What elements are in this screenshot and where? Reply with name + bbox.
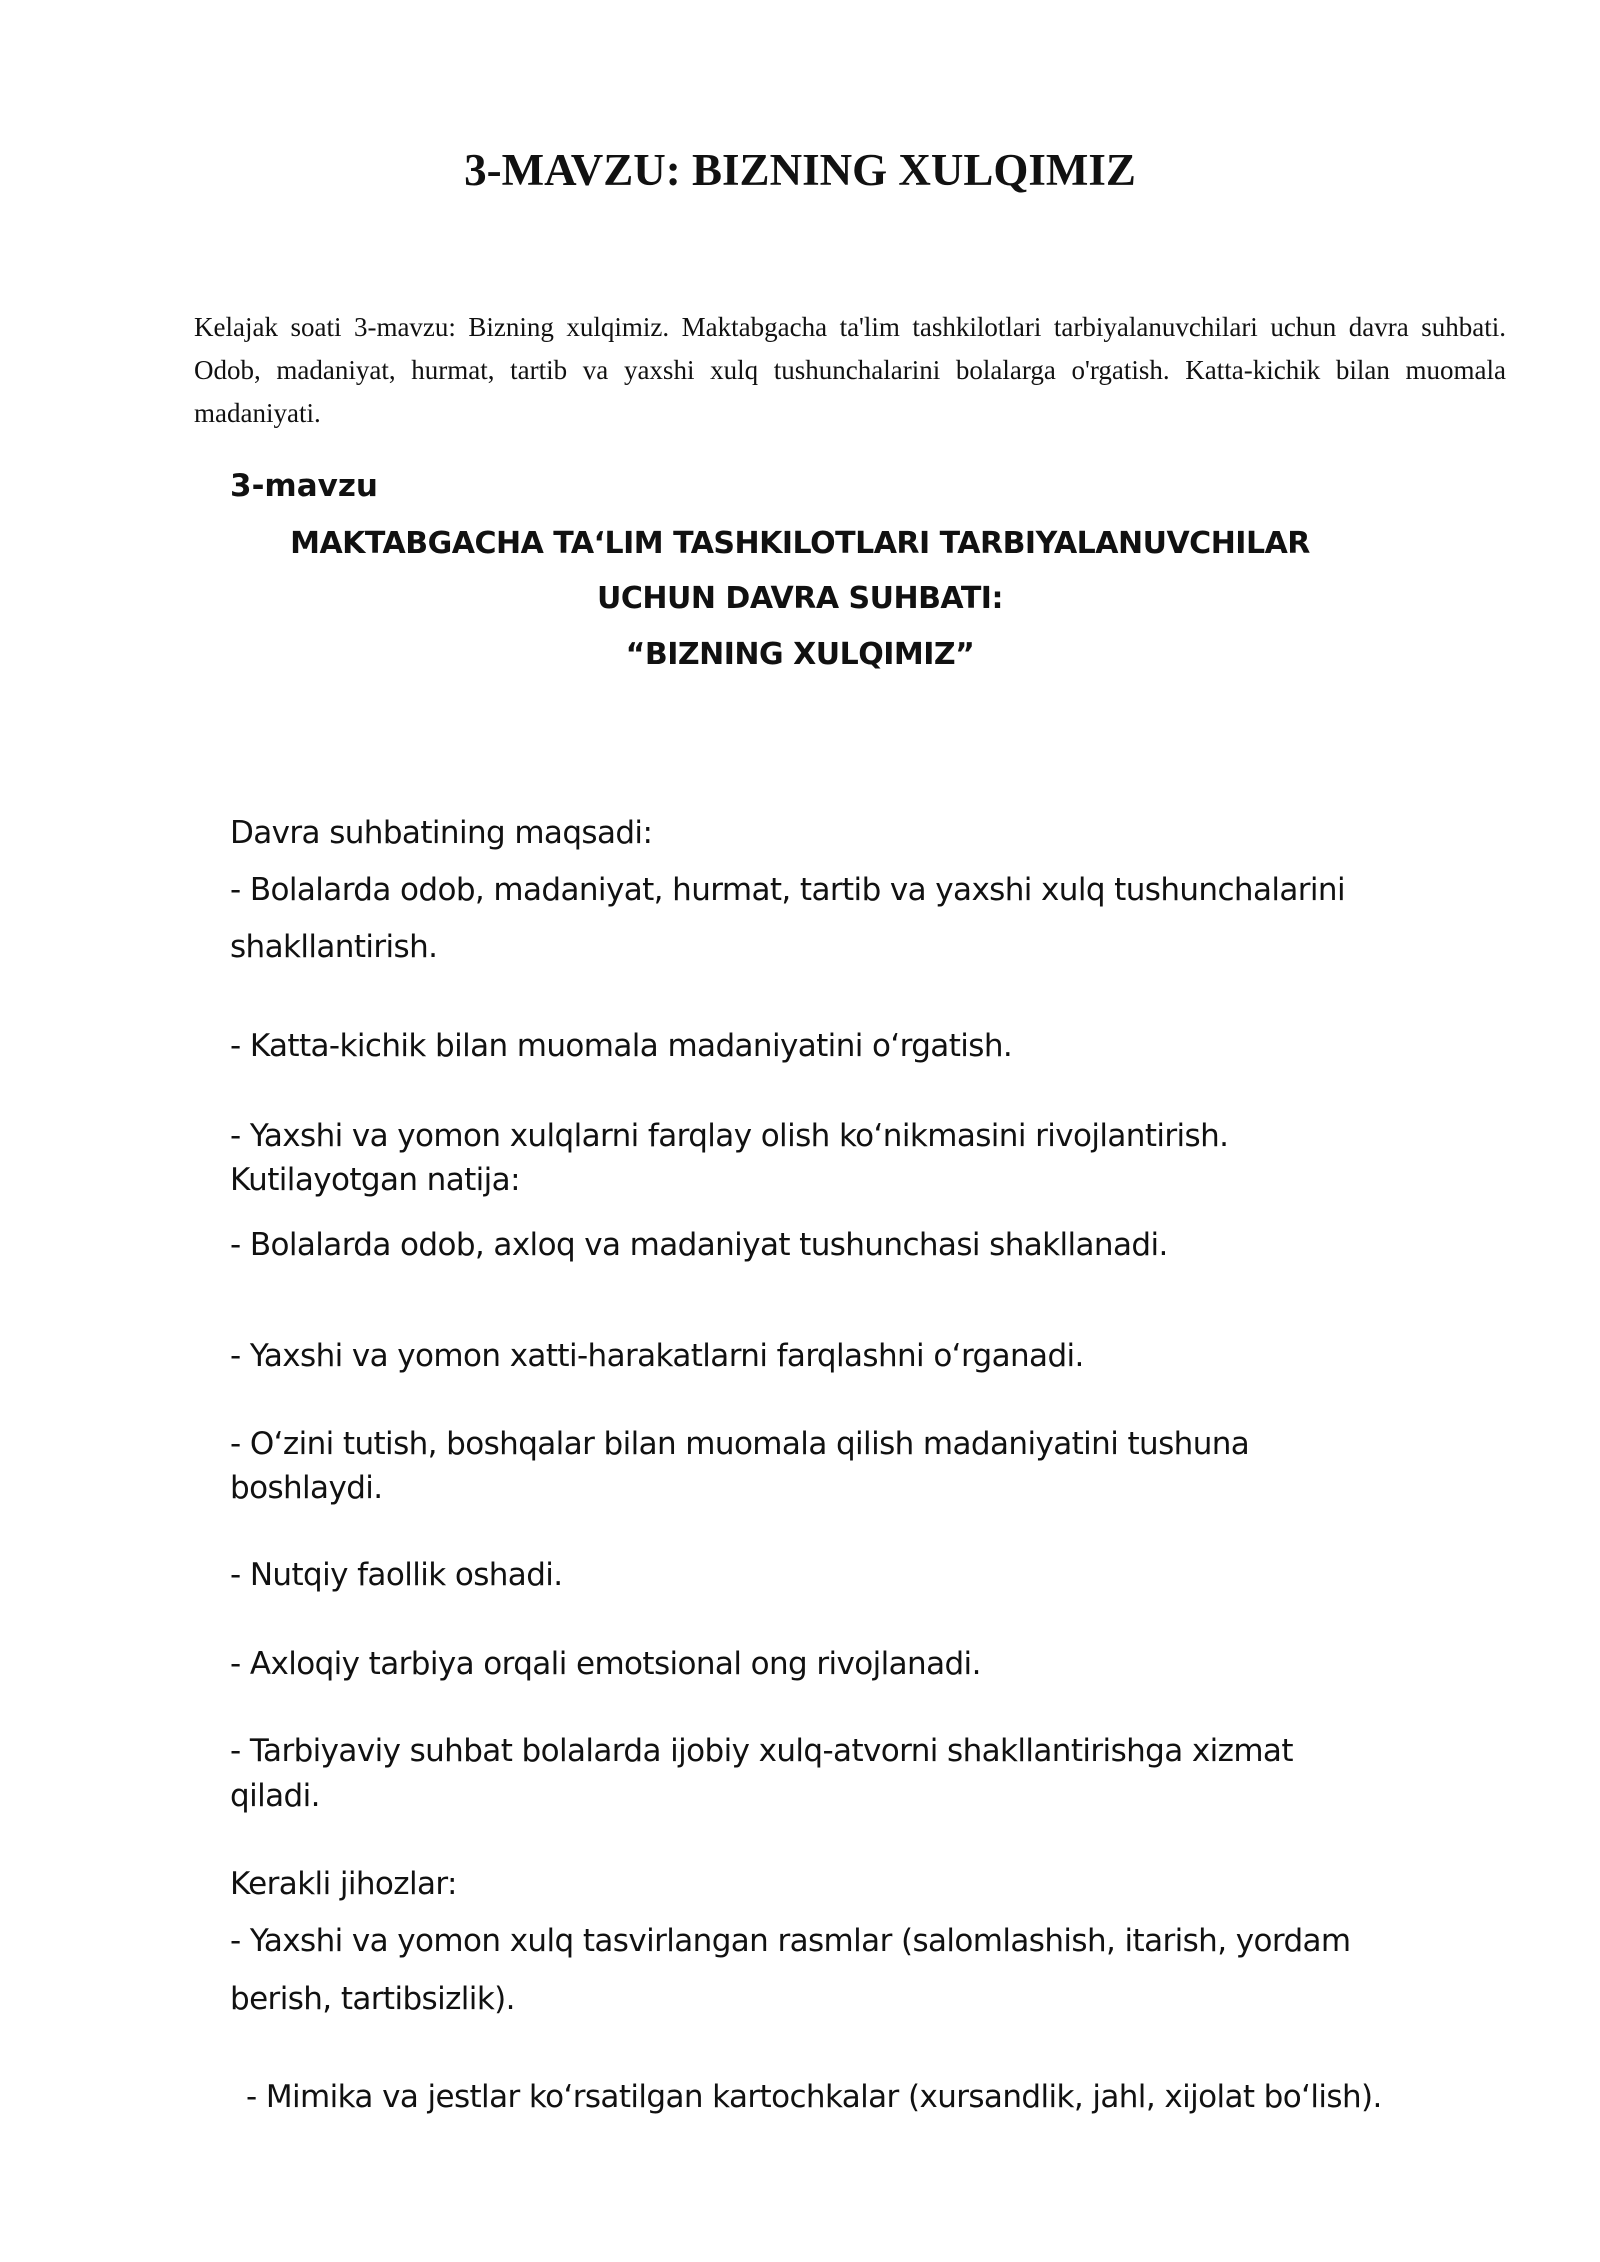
results-label: Kutilayotgan natija: bbox=[230, 1162, 520, 1198]
purpose-item-3: - Yaxshi va yomon xulqlarni farqlay olish ko‘nikmasini rivojlantirish. bbox=[230, 1118, 1229, 1154]
purpose-item-1-line-1: - Bolalarda odob, madaniyat, hurmat, tartib va yaxshi xulq tushunchalarini bbox=[230, 872, 1345, 908]
equipment-label: Kerakli jihozlar: bbox=[230, 1866, 457, 1902]
equipment-item-1-line-1: - Yaxshi va yomon xulq tasvirlangan rasmlar (salomlashish, itarish, yordam bbox=[230, 1923, 1351, 1959]
results-item-6-line-1: - Tarbiyaviy suhbat bolalarda ijobiy xulq-atvorni shakllantirishga xizmat bbox=[230, 1733, 1293, 1769]
results-item-1: - Bolalarda odob, axloq va madaniyat tushunchasi shakllanadi. bbox=[230, 1227, 1168, 1263]
purpose-item-1-line-2: shakllantirish. bbox=[230, 929, 438, 965]
results-item-6-line-2: qiladi. bbox=[230, 1778, 320, 1814]
subtopic-label: 3-mavzu bbox=[230, 468, 378, 504]
results-item-2: - Yaxshi va yomon xatti-harakatlarni farqlashni o‘rganadi. bbox=[230, 1338, 1084, 1374]
equipment-item-1-line-2: berish, tartibsizlik). bbox=[230, 1981, 515, 2017]
intro-paragraph: Kelajak soati 3-mavzu: Bizning xulqimiz. Maktabgacha ta'lim tashkilotlari tarbiyalanuvchilari uchun davra suhbati. Odob, madaniyat, hurmat, tartib va yaxshi xulq tushunchalarini bolalarga o'rgatish. Katta-kichik bilan muomala madaniyati. bbox=[194, 312, 1506, 428]
results-item-3-line-2: boshlaydi. bbox=[230, 1470, 383, 1506]
purpose-label: Davra suhbatining maqsadi: bbox=[230, 815, 653, 851]
results-item-5: - Axloqiy tarbiya orqali emotsional ong rivojlanadi. bbox=[230, 1646, 981, 1682]
purpose-item-2: - Katta-kichik bilan muomala madaniyatini o‘rgatish. bbox=[230, 1028, 1013, 1064]
section-heading-line-1: MAKTABGACHA TA‘LIM TASHKILOTLARI TARBIYALANUVCHILAR bbox=[290, 526, 1310, 561]
results-item-3-line-1: - O‘zini tutish, boshqalar bilan muomala qilish madaniyatini tushuna bbox=[230, 1426, 1250, 1462]
results-item-4: - Nutqiy faollik oshadi. bbox=[230, 1557, 563, 1593]
page-title: 3-MAVZU: BIZNING XULQIMIZ bbox=[464, 145, 1136, 195]
section-heading-line-2: UCHUN DAVRA SUHBATI: bbox=[597, 581, 1003, 616]
equipment-item-2: - Mimika va jestlar ko‘rsatilgan kartochkalar (xursandlik, jahl, xijolat bo‘lish). bbox=[246, 2079, 1382, 2115]
section-heading-line-3: “BIZNING XULQIMIZ” bbox=[625, 637, 975, 672]
